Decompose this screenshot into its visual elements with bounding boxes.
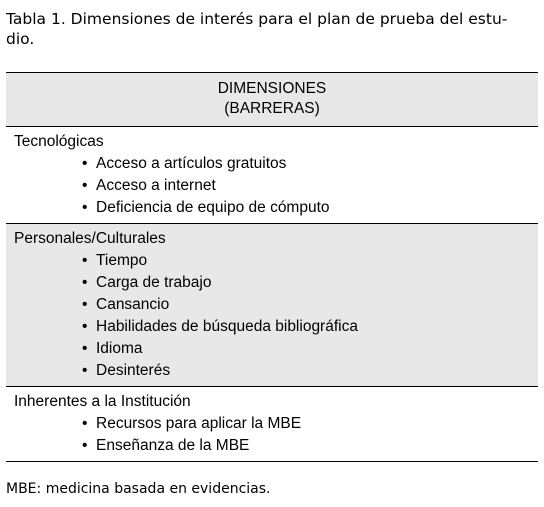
list-item-text: Enseñanza de la MBE [96, 437, 250, 454]
bullet-icon: • [82, 318, 88, 335]
section-inherentes-institucion [6, 386, 538, 461]
list-item [6, 435, 538, 457]
list-item [6, 175, 538, 197]
header-title: DIMENSIONES [217, 80, 327, 97]
list-item [6, 294, 538, 316]
list-item-text: Acceso a internet [96, 177, 216, 194]
list-item-text: Desinterés [96, 362, 171, 379]
list-item [6, 338, 538, 360]
table-caption: Tabla 1. Dimensiones de interés para el plan de prueba del estu- dio. [6, 10, 508, 48]
list-item [6, 153, 538, 175]
bullet-icon: • [82, 296, 88, 313]
table-footnote: MBE: medicina basada en evidencias. [6, 481, 271, 497]
list-item [6, 360, 538, 382]
section-title: Inherentes a la Institución [14, 393, 191, 410]
bullet-icon: • [82, 415, 88, 432]
bullet-icon: • [82, 340, 88, 357]
list-item-text: Deficiencia de equipo de cómputo [96, 199, 330, 216]
list-item [6, 272, 538, 294]
list-item [6, 250, 538, 272]
table-header [6, 73, 538, 127]
list-item [6, 316, 538, 338]
list-item [6, 197, 538, 219]
list-item-text: Habilidades de búsqueda bibliográfica [96, 318, 358, 335]
bullet-icon: • [82, 199, 88, 216]
dimensions-table [6, 72, 538, 462]
bullet-icon: • [82, 252, 88, 269]
header-subtitle: (BARRERAS) [224, 100, 320, 117]
list-item-text: Acceso a artículos gratuitos [96, 155, 287, 172]
list-item-text: Carga de trabajo [96, 274, 212, 291]
list-item-text: Cansancio [96, 296, 170, 313]
section-title: Personales/Culturales [14, 230, 166, 247]
list-item-text: Idioma [96, 340, 143, 357]
list-item [6, 413, 538, 435]
list-item-text: Tiempo [96, 252, 148, 269]
section-tecnologicas [6, 127, 538, 223]
bullet-icon: • [82, 437, 88, 454]
section-title: Tecnológicas [14, 133, 104, 150]
bullet-icon: • [82, 177, 88, 194]
list-item-text: Recursos para aplicar la MBE [96, 415, 302, 432]
bullet-icon: • [82, 155, 88, 172]
bullet-icon: • [82, 274, 88, 291]
section-personales-culturales [6, 223, 538, 386]
bullet-icon: • [82, 362, 88, 379]
